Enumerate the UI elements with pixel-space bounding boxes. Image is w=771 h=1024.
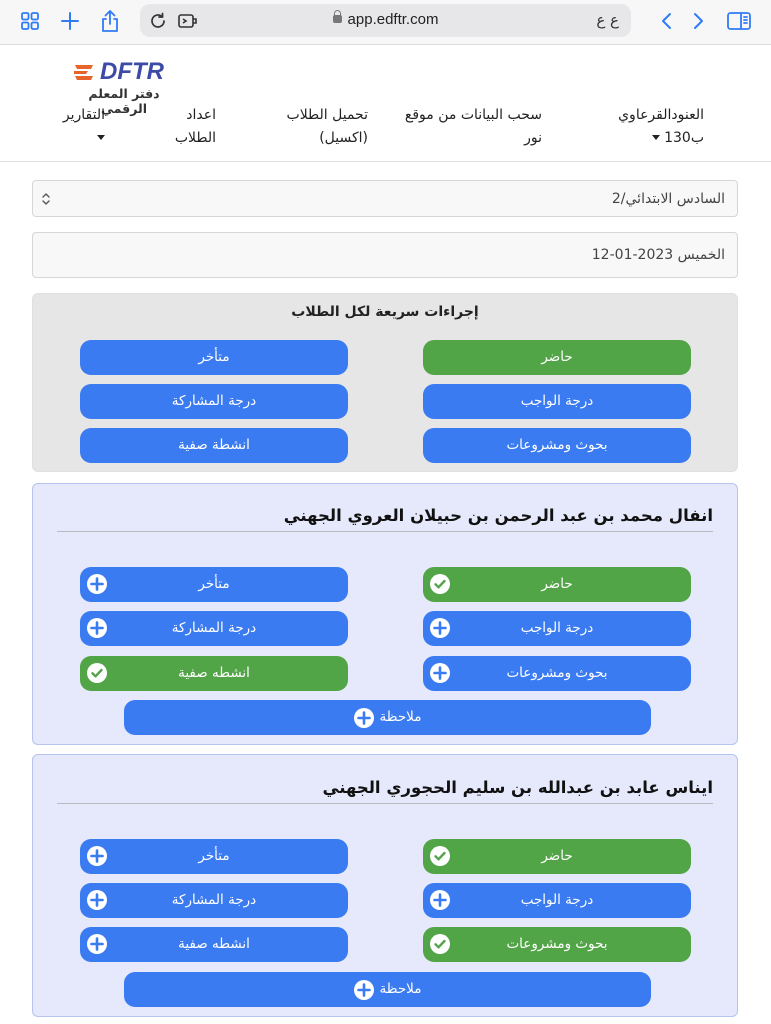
forward-icon[interactable] xyxy=(686,9,710,33)
add-note-button[interactable] xyxy=(124,972,651,1007)
header-divider xyxy=(0,161,771,162)
nav-setup-line1: اعداد xyxy=(186,107,216,123)
quick-late-button[interactable]: متأخر xyxy=(80,340,348,375)
late-button[interactable] xyxy=(80,567,348,602)
plus-circle-icon xyxy=(430,618,450,638)
nav-upload-students[interactable] xyxy=(287,104,368,150)
address-bar[interactable] xyxy=(140,4,631,37)
participation-label: درجة المشاركة xyxy=(171,620,257,636)
homework-label: درجة الواجب xyxy=(520,620,594,636)
note-label: ملاحظة xyxy=(379,709,422,725)
plus-circle-icon xyxy=(354,708,374,728)
late-label: متأخر xyxy=(198,576,230,592)
caret-down-icon xyxy=(652,135,660,140)
research-button[interactable] xyxy=(423,656,691,691)
class-select[interactable] xyxy=(32,180,738,217)
student-name: ايناس عابد بن عبدالله بن سليم الحجوري الجهني xyxy=(322,778,713,797)
participation-button[interactable] xyxy=(80,883,348,918)
tab-overview-icon[interactable] xyxy=(18,9,42,33)
nav-student-setup[interactable] xyxy=(175,104,216,150)
quick-activities-button[interactable]: انشطة صفية xyxy=(80,428,348,463)
plus-circle-icon xyxy=(430,663,450,683)
plus-circle-icon xyxy=(87,618,107,638)
quick-participation-button[interactable]: درجة المشاركة xyxy=(80,384,348,419)
nav-sync-noor-line1: سحب البيانات من موقع xyxy=(404,107,542,123)
note-label: ملاحظة xyxy=(379,981,422,997)
homework-button[interactable] xyxy=(423,883,691,918)
add-note-button[interactable] xyxy=(124,700,651,735)
student-card xyxy=(32,483,738,745)
quick-actions-title: إجراءات سريعة لكل الطلاب xyxy=(291,304,479,320)
share-icon[interactable] xyxy=(98,9,122,33)
date-field[interactable] xyxy=(32,232,738,278)
site-logo[interactable] xyxy=(70,58,182,116)
plus-circle-icon xyxy=(87,846,107,866)
present-button[interactable] xyxy=(423,567,691,602)
logo-text: DFTR xyxy=(100,58,164,85)
plus-circle-icon xyxy=(354,980,374,1000)
check-circle-icon xyxy=(430,846,450,866)
homework-label: درجة الواجب xyxy=(520,892,594,908)
nav-user-name: العنودالقرعاوي xyxy=(618,107,704,123)
url-text: app.edftr.com xyxy=(347,11,439,28)
activities-label: انشطه صفية xyxy=(178,936,250,952)
homework-button[interactable] xyxy=(423,611,691,646)
research-label: بحوث ومشروعات xyxy=(506,665,608,681)
nav-user-id: ب130 xyxy=(664,130,704,146)
check-circle-icon xyxy=(87,663,107,683)
browser-toolbar xyxy=(0,0,771,45)
research-label: بحوث ومشروعات xyxy=(506,936,608,952)
quick-actions-panel xyxy=(32,293,738,472)
activities-label: انشطه صفية xyxy=(178,665,250,681)
check-circle-icon xyxy=(430,934,450,954)
name-divider xyxy=(57,531,713,532)
plus-circle-icon xyxy=(87,934,107,954)
late-label: متأخر xyxy=(198,848,230,864)
logo-mark-icon xyxy=(72,62,98,82)
nav-setup-line2: الطلاب xyxy=(174,130,216,146)
lock-icon xyxy=(333,15,342,23)
plus-circle-icon xyxy=(430,890,450,910)
student-name: انفال محمد بن عبد الرحمن بن حبيلان العروي الجهني xyxy=(283,506,713,525)
text-size-button[interactable]: ع ع xyxy=(596,11,619,29)
student-card xyxy=(32,754,738,1017)
activities-button[interactable] xyxy=(80,656,348,691)
quick-research-button[interactable]: بحوث ومشروعات xyxy=(423,428,691,463)
nav-sync-noor-line2: نور xyxy=(524,130,542,146)
nav-upload-line2: (اكسيل) xyxy=(319,130,368,146)
sidebar-icon[interactable] xyxy=(726,9,752,33)
date-value: الخميس 2023-01-12 xyxy=(591,247,725,263)
class-select-value: السادس الابتدائي/2 xyxy=(611,191,725,207)
plus-circle-icon xyxy=(87,890,107,910)
activities-button[interactable] xyxy=(80,927,348,962)
back-icon[interactable] xyxy=(655,9,679,33)
nav-user-menu[interactable] xyxy=(618,104,704,150)
select-arrows-icon xyxy=(41,192,51,206)
name-divider xyxy=(57,803,713,804)
plus-circle-icon xyxy=(87,574,107,594)
present-button[interactable] xyxy=(423,839,691,874)
present-label: حاضر xyxy=(541,576,573,592)
nav-sync-noor[interactable] xyxy=(405,104,542,150)
late-button[interactable] xyxy=(80,839,348,874)
research-button[interactable] xyxy=(423,927,691,962)
participation-label: درجة المشاركة xyxy=(171,892,257,908)
participation-button[interactable] xyxy=(80,611,348,646)
nav-reports-menu[interactable] xyxy=(63,104,105,150)
check-circle-icon xyxy=(430,574,450,594)
nav-upload-line1: تحميل الطلاب xyxy=(286,107,368,123)
caret-down-icon xyxy=(97,135,105,140)
quick-homework-button[interactable]: درجة الواجب xyxy=(423,384,691,419)
present-label: حاضر xyxy=(541,848,573,864)
nav-reports-label: التقارير xyxy=(62,107,105,123)
new-tab-icon[interactable] xyxy=(58,9,82,33)
quick-present-button[interactable]: حاضر xyxy=(423,340,691,375)
logo-subtitle: دفتر المعلم الرقمي xyxy=(88,86,160,116)
